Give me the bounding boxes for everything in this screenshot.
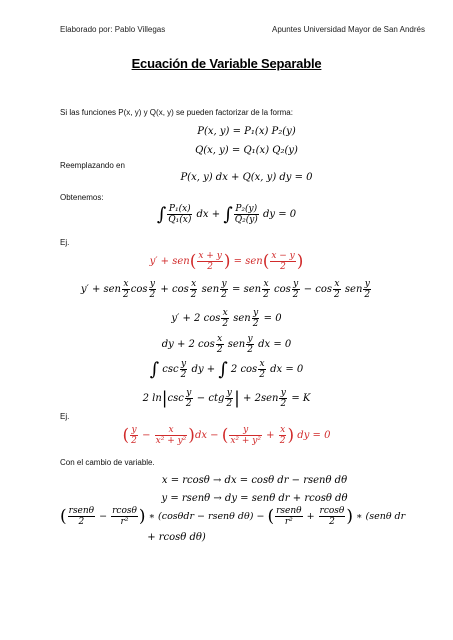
label-ejemplo-2: Ej. — [60, 412, 70, 421]
equation-ejemplo-1: y′ + sen( $\frac{x + y}{2}$ ) = sen( $\frac{x - y}{2}$ ) — [149, 251, 304, 272]
header-university: Apuntes Universidad Mayor de San Andrés — [272, 25, 425, 34]
equation-integral-form: ∫ csc $\frac{y}{2}$ dy + ∫ 2 cos $\frac{x}{2}$ dx = 0 — [149, 359, 304, 380]
label-obtenemos: Obtenemos: — [60, 193, 104, 202]
equation-p-factor: P(x, y) = P₁(x) P₂(y) — [197, 126, 296, 137]
label-cambio-variable: Con el cambio de variable. — [60, 458, 155, 467]
equation-differential-form: dy + 2 cos $\frac{x}{2}$ sen $\frac{y}{2}$ dx = 0 — [161, 334, 292, 355]
equation-separated-integral: ∫ $\frac{\text{P₁(x)}}{\text{Q₁(x)}}$ dx + ∫ $\frac{\text{P₂(y)}}{\text{Q₂(y)}}$ dy = 0 — [156, 204, 297, 225]
equation-simplified: y′ + 2 cos $\frac{x}{2}$ sen $\frac{y}{2}$ = 0 — [171, 308, 282, 329]
page-title: Ecuación de Variable Separable — [131, 56, 322, 71]
equation-solution: 2 ln|csc $\frac{y}{2}$ − ctg $\frac{y}{2}$ | + 2sen $\frac{y}{2}$ = K — [142, 388, 311, 409]
equation-differential: P(x, y) dx + Q(x, y) dy = 0 — [180, 172, 313, 183]
equation-q-factor: Q(x, y) = Q₁(x) Q₂(y) — [195, 145, 298, 156]
header-author: Elaborado por: Pablo Villegas — [60, 25, 166, 34]
equation-ejemplo-2: ( $\frac{y}{2}$ − $\frac{x}{\text{x² + y²}}$ )dx − ( $\frac{y}{\text{x² + y²}}$ + $\frac{x}{2}$ ) dy = 0 — [122, 425, 331, 446]
equation-polar-substituted: ( $\frac{\text{rsenθ}}{2}$ − $\frac{rcos\theta}{\text{r²}}$ ) ∗ (cosθdr − rsenθ dθ) − ( $\frac{\text{rsenθ}}{\text{r²}}$ + $\frac{rcos\theta}{2}$ ) ∗ (senθ dr — [60, 506, 406, 527]
equation-expansion: y′ + sen $\frac{x}{2}$ cos $\frac{y}{2}$ + cos $\frac{x}{2}$ sen $\frac{y}{2}$ = sen $\frac{x}{2}$ cos $\frac{y}{2}$ − cos $\frac{x}{2}$ sen $\frac{y}{2}$ — [80, 279, 371, 300]
equation-polar-tail: + rcosθ dθ) — [147, 532, 206, 543]
equation-substitution-y: y = rsenθ → dy = senθ dr + rcosθ dθ — [161, 493, 348, 504]
equation-substitution-x: x = rcosθ → dx = cosθ dr − rsenθ dθ — [161, 475, 348, 486]
label-reemplazando: Reemplazando en — [60, 161, 125, 170]
intro-text: Si las funciones P(x, y) y Q(x, y) se pueden factorizar de la forma: — [60, 108, 293, 117]
label-ejemplo-1: Ej. — [60, 238, 70, 247]
